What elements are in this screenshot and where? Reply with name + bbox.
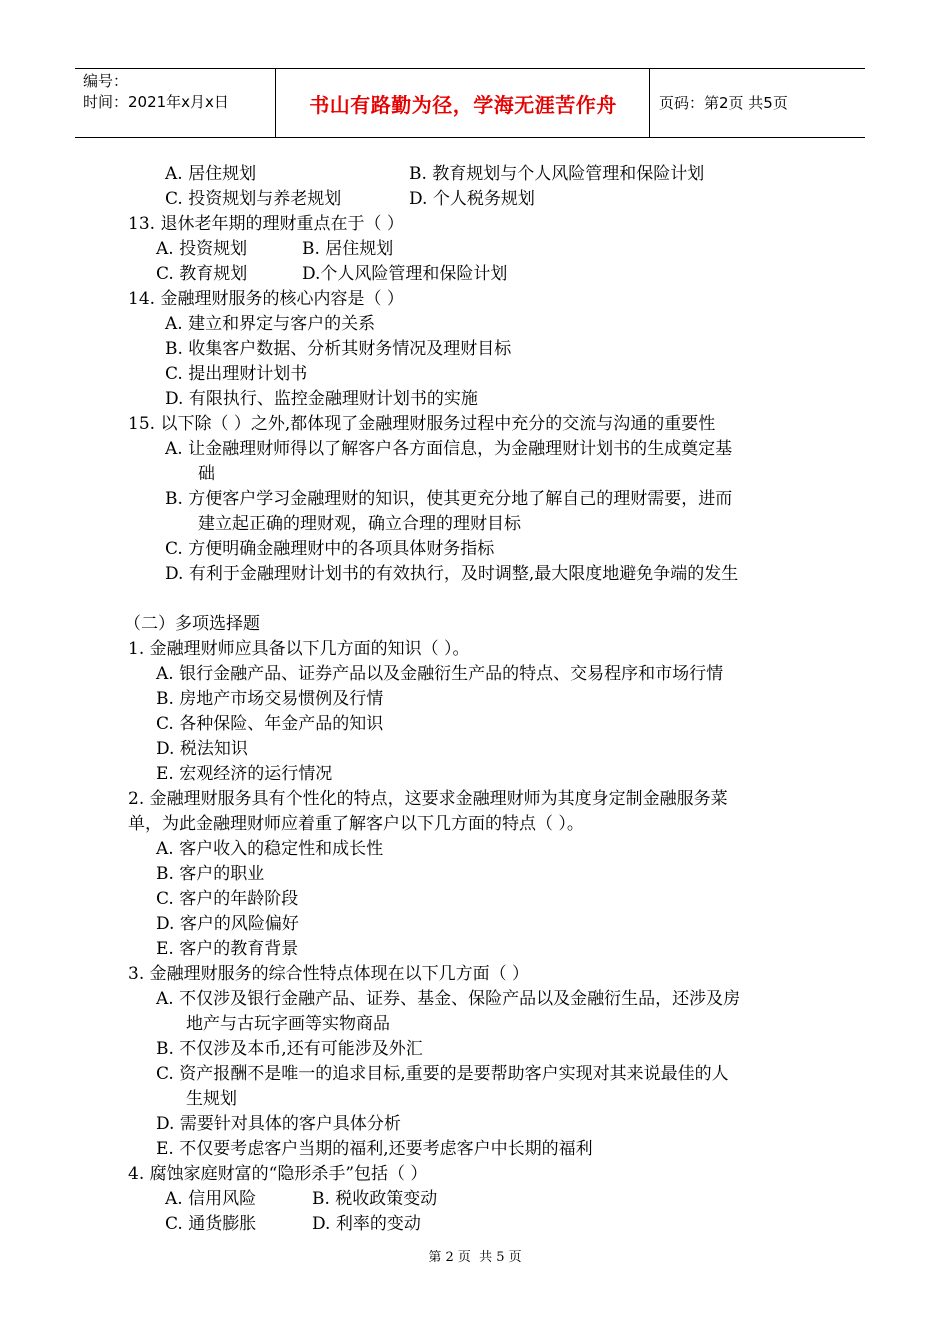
option-text: C. 各种保险、年金产品的知识 <box>156 714 384 734</box>
option-text: A. 不仅涉及银行金融产品、证券、基金、保险产品以及金融衍生品，还涉及房 <box>156 989 741 1009</box>
header-divider <box>275 69 276 137</box>
option-text: D. 税法知识 <box>156 739 248 759</box>
header-motto: 书山有路勤为径，学海无涯苦作舟 <box>309 93 617 117</box>
option-text: A. 信用风险 <box>165 1189 257 1209</box>
page-header <box>75 68 865 138</box>
option-text: D. 客户的风险偏好 <box>156 914 299 934</box>
option-text: B. 方便客户学习金融理财的知识，使其更充分地了解自己的理财需要，进而 <box>165 489 733 509</box>
option-text: C. 教育规划 <box>156 264 248 284</box>
option-text: 建立起正确的理财观，确立合理的理财目标 <box>198 514 521 534</box>
option-text: B. 居住规划 <box>302 239 394 259</box>
option-text: C. 通货膨胀 <box>165 1214 257 1234</box>
header-divider <box>649 69 650 137</box>
option-text: B. 收集客户数据、分析其财务情况及理财目标 <box>165 339 512 359</box>
option-text: A. 客户收入的稳定性和成长性 <box>156 839 384 859</box>
option-text: C. 方便明确金融理财中的各项具体财务指标 <box>165 539 495 559</box>
header-meta <box>83 71 229 113</box>
option-text: E. 不仅要考虑客户当期的福利,还要考虑客户中长期的福利 <box>156 1139 593 1159</box>
question-text: 单，为此金融理财师应着重了解客户以下几方面的特点（ ）。 <box>128 814 584 834</box>
option-text: E. 宏观经济的运行情况 <box>156 764 333 784</box>
option-text: C. 提出理财计划书 <box>165 364 308 384</box>
option-text: A. 投资规划 <box>156 239 248 259</box>
option-text: C. 投资规划与养老规划 <box>165 189 342 209</box>
question-text: 13. 退休老年期的理财重点在于（ ） <box>128 214 404 234</box>
option-text: A. 银行金融产品、证券产品以及金融衍生产品的特点、交易程序和市场行情 <box>156 664 724 684</box>
question-text: 2. 金融理财服务具有个性化的特点，这要求金融理财师为其度身定制金融服务菜 <box>128 789 728 809</box>
option-text: 础 <box>198 464 215 484</box>
option-text: B. 税收政策变动 <box>312 1189 438 1209</box>
question-text: 3. 金融理财服务的综合性特点体现在以下几方面（ ） <box>128 964 530 984</box>
option-text: D. 个人税务规划 <box>409 189 535 209</box>
option-text: B. 房地产市场交易惯例及行情 <box>156 689 384 709</box>
option-text: A. 让金融理财师得以了解客户各方面信息，为金融理财计划书的生成奠定基 <box>165 439 733 459</box>
option-text: 地产与古玩字画等实物商品 <box>186 1014 390 1034</box>
option-text: C. 资产报酬不是唯一的追求目标,重要的是要帮助客户实现对其来说最佳的人 <box>156 1064 729 1084</box>
time-label: 时间：2021年x月x日 <box>83 93 229 111</box>
option-text: B. 客户的职业 <box>156 864 265 884</box>
option-text: D. 有利于金融理财计划书的有效执行，及时调整,最大限度地避免争端的发生 <box>165 564 739 584</box>
question-text: 14. 金融理财服务的核心内容是（ ） <box>128 289 404 309</box>
option-text: D.个人风险管理和保险计划 <box>302 264 508 284</box>
page-footer: 第 2 页 共 5 页 <box>428 1250 522 1265</box>
option-text: A. 建立和界定与客户的关系 <box>165 314 376 334</box>
option-text: 生规划 <box>186 1089 237 1109</box>
option-text: D. 有限执行、监控金融理财计划书的实施 <box>165 389 478 409</box>
question-text: 15. 以下除（ ）之外,都体现了金融理财服务过程中充分的交流与沟通的重要性 <box>128 414 716 434</box>
section-heading: （二）多项选择题 <box>124 614 260 634</box>
option-text: C. 客户的年龄阶段 <box>156 889 299 909</box>
option-text: E. 客户的教育背景 <box>156 939 299 959</box>
option-text: D. 利率的变动 <box>312 1214 421 1234</box>
number-label: 编号： <box>83 72 129 90</box>
option-text: D. 需要针对具体的客户具体分析 <box>156 1114 401 1134</box>
option-text: A. 居住规划 <box>165 164 257 184</box>
question-text: 4. 腐蚀家庭财富的“隐形杀手”包括（ ） <box>128 1164 428 1184</box>
option-text: B. 不仅涉及本币,还有可能涉及外汇 <box>156 1039 423 1059</box>
header-page-info: 页码：第2页 共5页 <box>659 94 788 112</box>
option-text: B. 教育规划与个人风险管理和保险计划 <box>409 164 705 184</box>
question-text: 1. 金融理财师应具备以下几方面的知识（ ）。 <box>128 639 470 659</box>
